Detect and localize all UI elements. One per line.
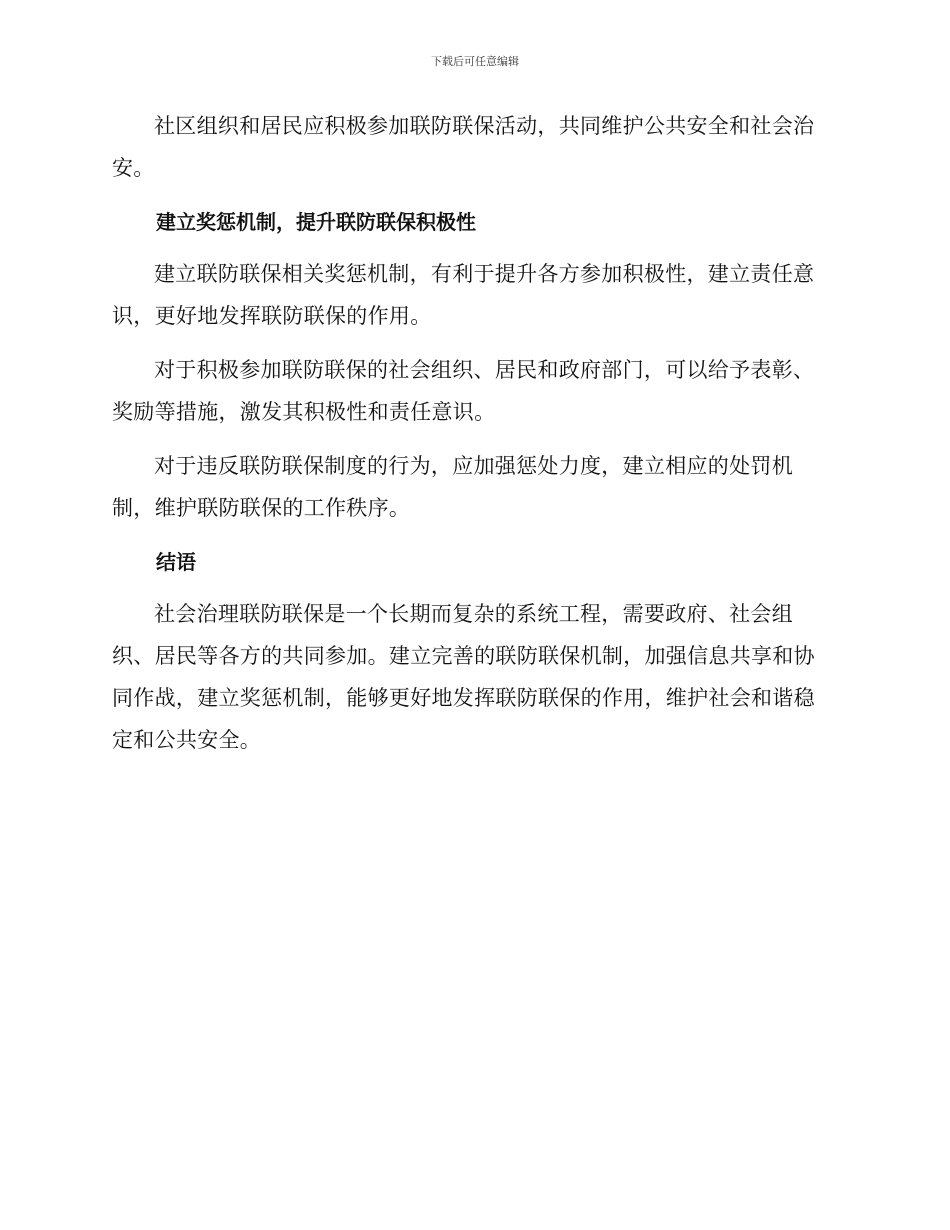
body-paragraph: 建立联防联保相关奖惩机制，有利于提升各方参加积极性，建立责任意识，更好地发挥联防联保的作用。 <box>112 262 815 328</box>
page-header <box>0 52 950 72</box>
header-text: 下载后可任意编辑 <box>431 55 519 68</box>
body-paragraph: 社区组织和居民应积极参加联防联保活动，共同维护公共安全和社会治安。 <box>112 114 815 180</box>
body-paragraph: 对于积极参加联防联保的社会组织、居民和政府部门，可以给予表彰、奖励等措施，激发其积极性和责任意识。 <box>112 358 815 424</box>
section-heading: 建立奖惩机制，提升联防联保积极性 <box>156 210 476 234</box>
body-paragraph: 对于违反联防联保制度的行为，应加强惩处力度，建立相应的处罚机制，维护联防联保的工作秩序。 <box>112 454 793 520</box>
body-paragraph: 社会治理联防联保是一个长期而复杂的系统工程，需要政府、社会组织、居民等各方的共同参加。建立完善的联防联保机制，加强信息共享和协同作战，建立奖惩机制，能够更好地发挥联防联保的作用，维护社会和谐稳定和公共安全。 <box>112 602 815 752</box>
section-heading: 结语 <box>156 550 196 574</box>
document-body <box>112 105 834 773</box>
